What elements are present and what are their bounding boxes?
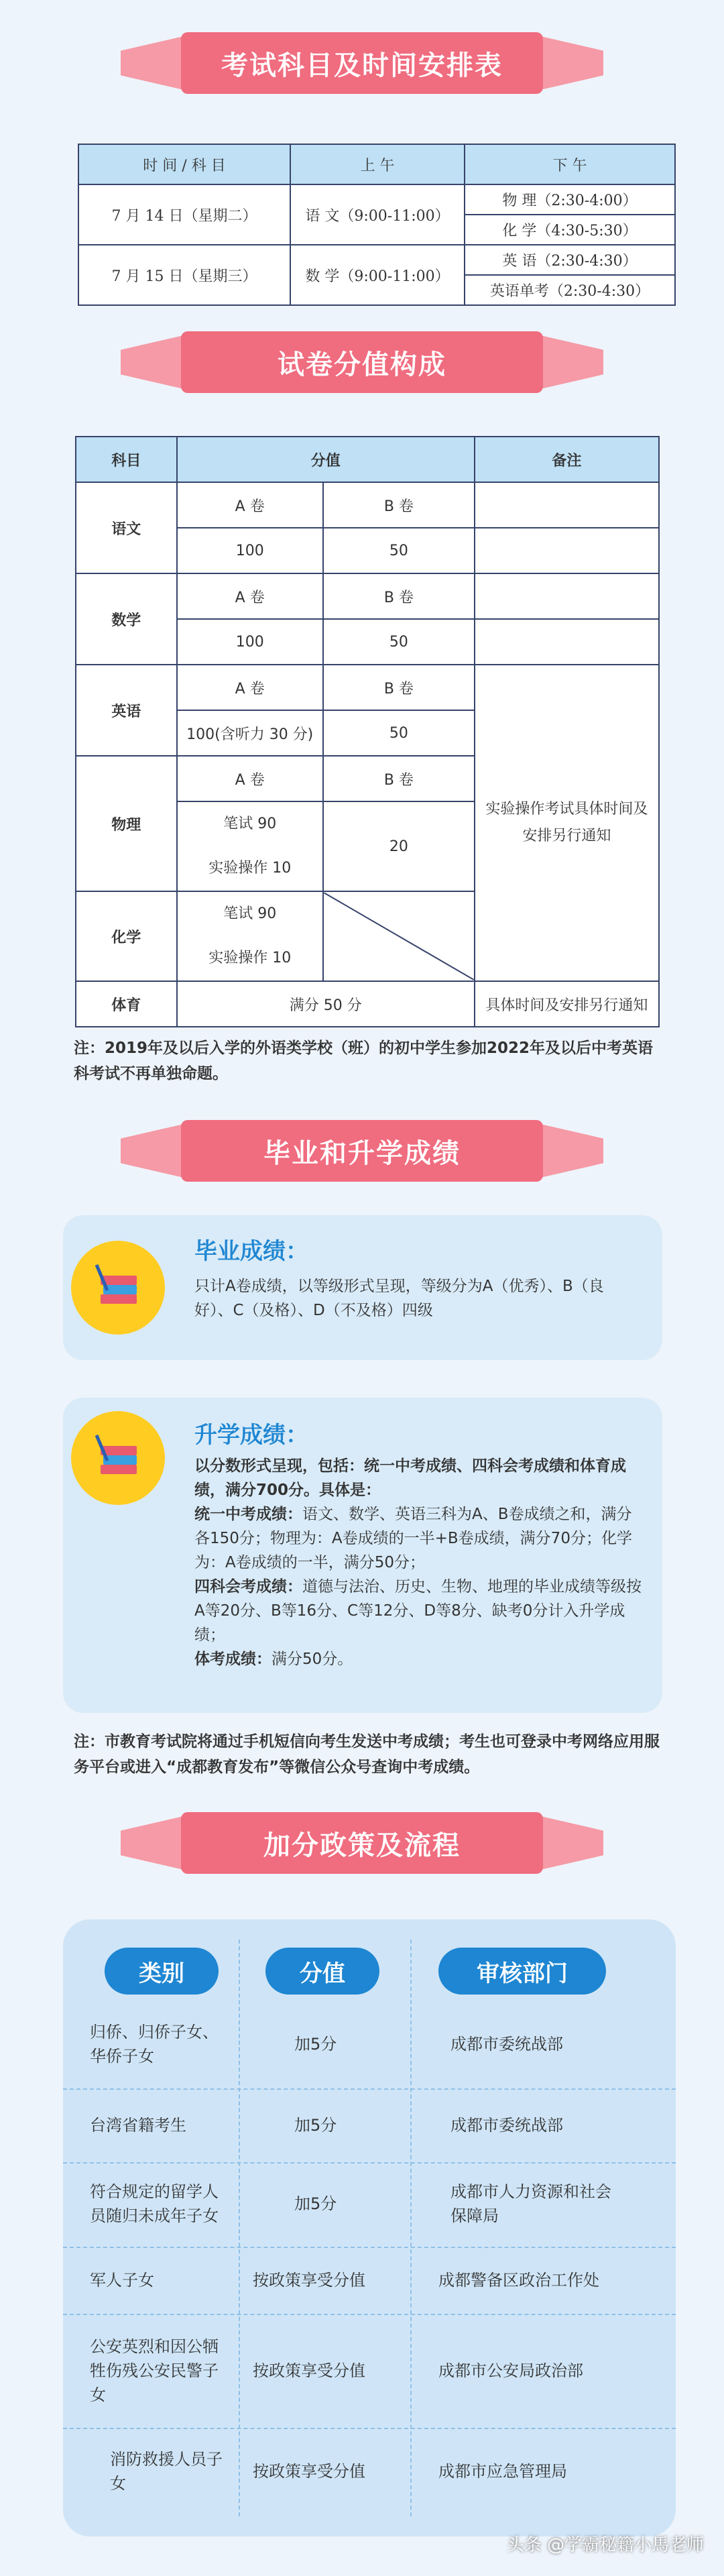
category-cell: 归侨、归侨子女、华侨子女 xyxy=(90,2023,219,2066)
value-cell: 加5分 xyxy=(294,2035,337,2054)
category-cell: 符合规定的留学人员随归未成年子女 xyxy=(90,2182,219,2225)
table-row xyxy=(76,482,659,528)
department-cell: 成都市公安局政治部 xyxy=(438,2361,583,2380)
graduation-score-body: 只计A卷成绩，以等级形式呈现，等级分为A（优秀）、B（良好）、C（及格）、D（不及格）四级 xyxy=(194,1278,604,1319)
subject-cell: 数学 xyxy=(76,573,177,665)
section-title: 试卷分值构成 xyxy=(181,331,543,393)
four-label: 四科会考成绩： xyxy=(194,1578,302,1595)
lab-remark-cell xyxy=(475,665,659,981)
category-cell: 台湾省籍考生 xyxy=(90,2116,186,2135)
admission-score-title: 升学成绩： xyxy=(194,1422,308,1449)
section-banner-scores xyxy=(121,1120,603,1182)
value-cell: 加5分 xyxy=(294,2116,337,2135)
subject-cell: 化学 xyxy=(76,891,177,981)
table-header: 时 间 / 科 目 xyxy=(78,144,290,184)
paper-b-label: B 卷 xyxy=(323,482,475,528)
four-text: 道德与法治、历史、生物、地理的毕业成绩等级按A等20分、B等16分、C等12分、D等8分、缺考0分计入升学成绩； xyxy=(194,1578,642,1644)
section-banner-exam-schedule xyxy=(121,32,603,94)
paper-b-value: 50 xyxy=(323,619,475,665)
value-cell: 按政策享受分值 xyxy=(253,2361,365,2380)
table-row xyxy=(63,2428,676,2515)
table-row xyxy=(78,245,675,305)
paper-a-value: 100 xyxy=(177,619,323,665)
value-cell: 加5分 xyxy=(294,2194,337,2213)
paper-a-value xyxy=(177,891,323,981)
empty-diagonal-cell xyxy=(323,891,475,981)
subject-cell: 物理 xyxy=(76,756,177,891)
unified-label: 统一中考成绩： xyxy=(194,1506,302,1523)
pe-value: 满分 50 分 xyxy=(177,981,475,1027)
value-header: 分值 xyxy=(265,1948,379,1995)
table-row xyxy=(76,981,659,1027)
category-cell: 公安英烈和因公牺牲伤残公安民警子女 xyxy=(90,2337,219,2404)
am-cell: 语 文（9:00-11:00） xyxy=(290,184,465,245)
pe-text: 满分50分。 xyxy=(272,1650,353,1668)
table-header: 上 午 xyxy=(290,144,465,184)
subject-cell: 语文 xyxy=(76,482,177,573)
lab-score: 实验操作 10 xyxy=(208,860,292,877)
pe-score xyxy=(194,1647,642,1671)
paper-b-label: B 卷 xyxy=(323,573,475,619)
department-header: 审核部门 xyxy=(438,1948,606,1995)
table-header: 备注 xyxy=(475,437,659,482)
value-cell: 按政策享受分值 xyxy=(253,2271,365,2290)
paper-a-label: A 卷 xyxy=(177,756,323,801)
graduation-score-card xyxy=(63,1215,662,1360)
date-cell: 7 月 14 日（星期二） xyxy=(78,184,290,245)
pm-item: 物 理（2:30-4:00） xyxy=(465,185,674,215)
score-note: 注：2019年及以后入学的外语类学校（班）的初中学生参加2022年及以后中考英语科考试不再单独命题。 xyxy=(74,1040,654,1082)
remark-cell xyxy=(475,482,659,528)
written-score: 笔试 90 xyxy=(223,816,277,832)
lab-score: 实验操作 10 xyxy=(208,950,292,966)
category-cell: 消防救援人员子女 xyxy=(110,2450,223,2493)
paper-a-value xyxy=(177,801,323,891)
table-header: 分值 xyxy=(177,437,475,482)
unified-text: 语文、数学、英语三科为A、B卷成绩之和，满分各150分；物理为：A卷成绩的一半+B卷成绩，满分70分；化学为：A卷成绩的一半，满分50分； xyxy=(194,1506,632,1571)
paper-b-label: B 卷 xyxy=(323,665,475,710)
department-cell: 成都警备区政治工作处 xyxy=(438,2271,599,2290)
remark-line: 实验操作考试具体时间及 xyxy=(485,801,648,818)
pm-item: 英 语（2:30-4:30） xyxy=(465,245,674,276)
paper-a-value: 100 xyxy=(177,528,323,573)
section-title: 考试科目及时间安排表 xyxy=(181,32,543,94)
paper-b-value: 50 xyxy=(323,528,475,573)
remark-cell xyxy=(475,573,659,619)
table-row xyxy=(78,184,675,245)
pe-remark: 具体时间及安排另行通知 xyxy=(475,981,659,1027)
section-title: 加分政策及流程 xyxy=(181,1812,543,1874)
admission-score-card xyxy=(63,1398,662,1713)
watermark: 头条 @学霸秘籍小馬老师 xyxy=(506,2535,704,2555)
four-subject-score xyxy=(194,1575,642,1647)
pm-cell xyxy=(465,184,675,245)
table-row xyxy=(76,573,659,619)
paper-b-value: 50 xyxy=(323,710,475,756)
paper-a-value: 100(含听力 30 分) xyxy=(177,710,323,756)
unified-exam-score xyxy=(194,1502,642,1575)
paper-a-label: A 卷 xyxy=(177,482,323,528)
table-row xyxy=(63,2000,676,2090)
table-row xyxy=(63,2314,676,2429)
subject-cell: 体育 xyxy=(76,981,177,1027)
diagonal-line xyxy=(324,893,474,980)
section-banner-score-composition xyxy=(121,331,603,393)
score-composition-table xyxy=(75,436,660,1027)
subject-cell: 英语 xyxy=(76,665,177,756)
pe-label: 体考成绩： xyxy=(194,1650,272,1668)
query-note: 注：市教育考试院将通过手机短信向考生发送中考成绩；考生也可登录中考网络应用服务平台或进入“成都教育发布”等微信公众号查询中考成绩。 xyxy=(74,1733,660,1776)
table-row xyxy=(63,2162,676,2248)
section-banner-bonus xyxy=(121,1812,603,1874)
department-cell: 成都市委统战部 xyxy=(450,2116,563,2135)
pm-item: 英语单考（2:30-4:30） xyxy=(489,283,650,300)
table-row xyxy=(63,2088,676,2164)
paper-a-label: A 卷 xyxy=(177,665,323,710)
department-cell: 成都市应急管理局 xyxy=(438,2462,567,2481)
value-cell: 按政策享受分值 xyxy=(253,2462,365,2481)
remark-line: 安排另行通知 xyxy=(522,828,611,844)
books-icon-graphic xyxy=(91,1431,145,1485)
paper-a-label: A 卷 xyxy=(177,573,323,619)
department-cell: 成都市人力资源和社会保障局 xyxy=(450,2182,611,2225)
admission-intro: 以分数形式呈现，包括：统一中考成绩、四科会考成绩和体育成绩，满分700分。具体是： xyxy=(194,1457,626,1499)
graduation-score-title: 毕业成绩： xyxy=(194,1238,308,1265)
table-header: 科目 xyxy=(76,437,177,482)
bonus-policy-panel xyxy=(63,1919,676,2536)
category-cell: 军人子女 xyxy=(90,2271,154,2290)
department-cell: 成都市委统战部 xyxy=(450,2035,563,2054)
table-row xyxy=(63,2247,676,2315)
category-header: 类别 xyxy=(105,1948,219,1995)
exam-schedule-table xyxy=(78,144,676,306)
table-header: 下 午 xyxy=(465,144,675,184)
pm-item: 化 学（4:30-5:30） xyxy=(502,223,638,239)
paper-b-label: B 卷 xyxy=(323,756,475,801)
remark-cell xyxy=(475,528,659,573)
remark-cell xyxy=(475,619,659,665)
paper-b-value: 20 xyxy=(323,801,475,891)
books-icon-graphic xyxy=(91,1261,145,1314)
table-row xyxy=(76,665,659,710)
pm-cell xyxy=(465,245,675,305)
books-icon xyxy=(71,1411,165,1505)
admission-score-body xyxy=(194,1454,642,1671)
section-title: 毕业和升学成绩 xyxy=(181,1120,543,1182)
date-cell: 7 月 15 日（星期三） xyxy=(78,245,290,305)
books-icon xyxy=(71,1241,165,1335)
written-score: 笔试 90 xyxy=(223,905,277,922)
am-cell: 数 学（9:00-11:00） xyxy=(290,245,465,305)
